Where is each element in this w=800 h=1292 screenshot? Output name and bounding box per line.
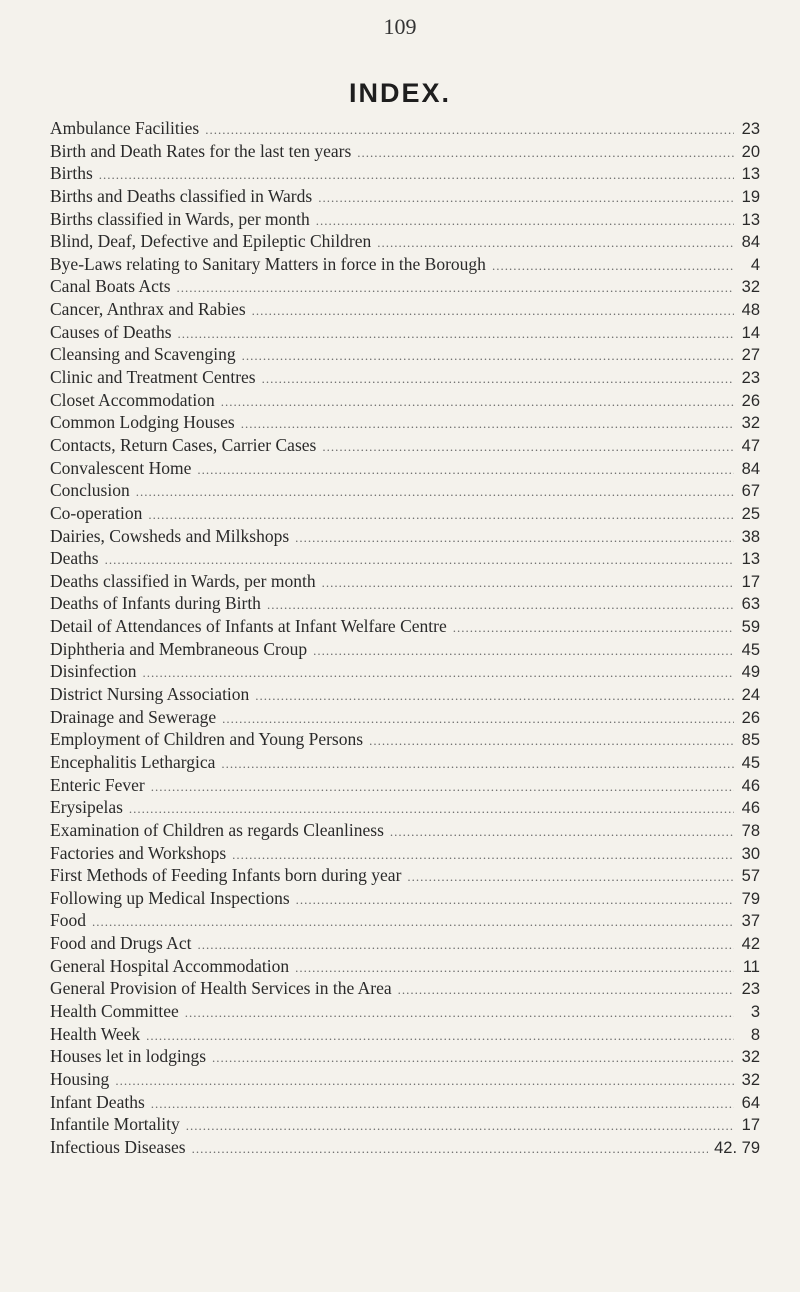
index-entry-page: 14 bbox=[741, 323, 760, 342]
dot-leader bbox=[115, 1070, 734, 1093]
index-entry bbox=[50, 547, 760, 570]
dot-leader bbox=[212, 1047, 734, 1070]
index-entry-label: Causes of Deaths bbox=[50, 321, 172, 342]
index-entry-page: 17 bbox=[741, 1116, 760, 1135]
index-entry bbox=[50, 1023, 760, 1046]
index-entry bbox=[50, 275, 760, 298]
index-entry bbox=[50, 389, 760, 412]
index-entry-page: 23 bbox=[741, 980, 760, 999]
index-entry-label: Infantile Mortality bbox=[50, 1114, 180, 1135]
dot-leader bbox=[295, 527, 734, 550]
index-entry-label: Infant Deaths bbox=[50, 1091, 145, 1112]
index-entry-label: Ambulance Facilities bbox=[50, 118, 200, 138]
index-entry-label: Contacts, Return Cases, Carrier Cases bbox=[50, 434, 317, 455]
index-entry bbox=[50, 411, 760, 434]
index-entry bbox=[50, 638, 760, 661]
index-entry-label: Encephalitis Lethargica bbox=[50, 751, 216, 772]
index-entry-page: 32 bbox=[741, 1070, 760, 1089]
index-entry-page: 84 bbox=[741, 459, 760, 478]
index-entry-page: 47 bbox=[741, 436, 760, 455]
index-entry bbox=[50, 253, 760, 276]
index-entry-label: Enteric Fever bbox=[50, 774, 145, 795]
index-entry-label: Convalescent Home bbox=[50, 457, 192, 478]
index-entry-label: Housing bbox=[50, 1068, 110, 1089]
index-entry bbox=[50, 592, 760, 615]
index-entry-label: General Hospital Accommodation bbox=[50, 955, 290, 976]
index-entry bbox=[50, 1113, 760, 1136]
dot-leader bbox=[177, 277, 734, 300]
index-entry bbox=[50, 728, 760, 751]
dot-leader bbox=[453, 617, 734, 640]
dot-leader bbox=[318, 187, 734, 210]
index-entry bbox=[50, 683, 760, 706]
index-entry bbox=[50, 1136, 760, 1159]
index-entry bbox=[50, 1091, 760, 1114]
index-entry bbox=[50, 615, 760, 638]
dot-leader bbox=[221, 391, 734, 414]
index-entry-page: 78 bbox=[741, 821, 760, 840]
index-entry-page: 24 bbox=[741, 686, 760, 705]
dot-leader bbox=[178, 323, 734, 346]
index-entry-page: 32 bbox=[741, 414, 760, 433]
dot-leader bbox=[232, 844, 734, 867]
index-entry-page: 13 bbox=[741, 165, 760, 184]
index-entry-page: 4 bbox=[750, 255, 760, 274]
index-entry-page: 19 bbox=[741, 187, 760, 206]
index-entry bbox=[50, 774, 760, 797]
index-entry bbox=[50, 479, 760, 502]
index-entry-page: 42 bbox=[741, 935, 760, 954]
index-entry-label: Deaths of Infants during Birth bbox=[50, 593, 261, 614]
index-entry bbox=[50, 525, 760, 548]
index-entry bbox=[50, 706, 760, 729]
index-entry-page: 48 bbox=[741, 301, 760, 320]
dot-leader bbox=[295, 957, 734, 980]
index-entry bbox=[50, 208, 760, 231]
dot-leader bbox=[369, 730, 734, 753]
dot-leader bbox=[186, 1115, 734, 1138]
index-entry-label: Deaths bbox=[50, 548, 99, 569]
index-entry bbox=[50, 434, 760, 457]
dot-leader bbox=[99, 164, 734, 187]
dot-leader bbox=[241, 413, 734, 436]
index-entry-page: 37 bbox=[741, 912, 760, 931]
index-entry-page: 67 bbox=[741, 482, 760, 501]
index-entry-label: Following up Medical Inspections bbox=[50, 887, 290, 908]
index-entry-label: Detail of Attendances of Infants at Infant Welfare Centre bbox=[50, 616, 447, 637]
index-entry-page: 27 bbox=[741, 346, 760, 365]
index-entry-label: Common Lodging Houses bbox=[50, 412, 235, 433]
index-entry-page: 46 bbox=[741, 776, 760, 795]
dot-leader bbox=[252, 300, 734, 323]
index-entry-label: Dairies, Cowsheds and Milkshops bbox=[50, 525, 290, 546]
dot-leader bbox=[136, 481, 734, 504]
index-entry-page: 25 bbox=[741, 504, 760, 523]
index-entry bbox=[50, 502, 760, 525]
dot-leader bbox=[316, 210, 734, 233]
index-entry-page: 57 bbox=[741, 867, 760, 886]
index-entry-label: Disinfection bbox=[50, 661, 137, 682]
index-entry-page: 84 bbox=[741, 233, 760, 252]
index-entry bbox=[50, 887, 760, 910]
index-entry-page: 3 bbox=[750, 1002, 760, 1021]
index-entry-label: General Provision of Health Services in the Area bbox=[50, 978, 392, 999]
dot-leader bbox=[221, 753, 734, 776]
index-entry-label: Infectious Diseases bbox=[50, 1136, 186, 1157]
index-list bbox=[50, 117, 760, 1158]
dot-leader bbox=[148, 504, 734, 527]
index-entry bbox=[50, 909, 760, 932]
index-entry-label: Food bbox=[50, 910, 86, 931]
index-entry-label: District Nursing Association bbox=[50, 684, 250, 705]
index-entry-label: Drainage and Sewerage bbox=[50, 706, 217, 727]
index-entry-label: Births bbox=[50, 163, 93, 184]
index-entry-page: 23 bbox=[741, 120, 760, 138]
index-entry bbox=[50, 1068, 760, 1091]
index-entry bbox=[50, 864, 760, 887]
index-entry-label: Conclusion bbox=[50, 480, 130, 501]
index-entry-page: 45 bbox=[741, 640, 760, 659]
index-entry bbox=[50, 842, 760, 865]
index-entry-page: 32 bbox=[741, 278, 760, 297]
index-entry-label: Clinic and Treatment Centres bbox=[50, 367, 256, 388]
index-entry-page: 46 bbox=[741, 799, 760, 818]
dot-leader bbox=[296, 889, 734, 912]
index-entry-label: Birth and Death Rates for the last ten years bbox=[50, 140, 352, 161]
index-entry-label: Bye-Laws relating to Sanitary Matters in force in the Borough bbox=[50, 253, 486, 274]
dot-leader bbox=[407, 866, 734, 889]
index-entry-label: Diphtheria and Membraneous Croup bbox=[50, 638, 308, 659]
index-entry bbox=[50, 932, 760, 955]
index-entry-label: Houses let in lodgings bbox=[50, 1046, 207, 1067]
dot-leader bbox=[322, 572, 734, 595]
index-entry-label: Co-operation bbox=[50, 502, 143, 523]
index-entry-label: Cleansing and Scavenging bbox=[50, 344, 236, 365]
dot-leader bbox=[222, 708, 734, 731]
index-entry bbox=[50, 955, 760, 978]
index-entry-page: 17 bbox=[741, 572, 760, 591]
index-entry bbox=[50, 751, 760, 774]
index-entry-page: 64 bbox=[741, 1093, 760, 1112]
dot-leader bbox=[143, 662, 734, 685]
index-entry bbox=[50, 660, 760, 683]
dot-leader bbox=[151, 776, 734, 799]
index-entry-label: Employment of Children and Young Persons bbox=[50, 729, 364, 750]
index-entry bbox=[50, 343, 760, 366]
index-entry bbox=[50, 230, 760, 253]
dot-leader bbox=[390, 821, 734, 844]
dot-leader bbox=[151, 1093, 734, 1116]
index-entry bbox=[50, 298, 760, 321]
index-entry bbox=[50, 457, 760, 480]
index-entry-label: Health Week bbox=[50, 1023, 141, 1044]
dot-leader bbox=[242, 345, 734, 368]
index-entry bbox=[50, 977, 760, 1000]
index-entry-page: 23 bbox=[741, 369, 760, 388]
dot-leader bbox=[197, 459, 734, 482]
index-entry-page: 20 bbox=[741, 142, 760, 161]
index-entry bbox=[50, 1000, 760, 1023]
index-entry-page: 26 bbox=[741, 708, 760, 727]
index-entry-page: 49 bbox=[741, 663, 760, 682]
index-entry-label: Canal Boats Acts bbox=[50, 276, 171, 297]
index-entry bbox=[50, 140, 760, 163]
dot-leader bbox=[197, 934, 734, 957]
dot-leader bbox=[267, 594, 734, 617]
index-entry-label: First Methods of Feeding Infants born during year bbox=[50, 865, 402, 886]
dot-leader bbox=[146, 1025, 734, 1048]
dot-leader bbox=[492, 255, 734, 278]
page-title: INDEX. bbox=[348, 78, 452, 108]
dot-leader bbox=[313, 640, 734, 663]
index-entry bbox=[50, 819, 760, 842]
dot-leader bbox=[377, 232, 734, 255]
dot-leader bbox=[92, 911, 734, 934]
dot-leader bbox=[105, 549, 734, 572]
index-entry-label: Health Committee bbox=[50, 1000, 179, 1021]
index-entry-page: 85 bbox=[741, 731, 760, 750]
index-entry-page: 59 bbox=[741, 618, 760, 637]
page-number: 109 bbox=[383, 14, 417, 39]
index-entry-page: 13 bbox=[741, 550, 760, 569]
index-entry-label: Blind, Deaf, Defective and Epileptic Children bbox=[50, 231, 372, 252]
dot-leader bbox=[192, 1138, 709, 1161]
index-entry-label: Erysipelas bbox=[50, 797, 123, 818]
dot-leader bbox=[398, 979, 734, 1002]
index-entry bbox=[50, 796, 760, 819]
index-entry-page: 42. 79 bbox=[714, 1138, 760, 1157]
index-entry-label: Deaths classified in Wards, per month bbox=[50, 570, 316, 591]
dot-leader bbox=[185, 1002, 734, 1025]
dot-leader bbox=[129, 798, 734, 821]
dot-leader bbox=[262, 368, 734, 391]
index-entry bbox=[50, 321, 760, 344]
index-entry-page: 32 bbox=[741, 1048, 760, 1067]
dot-leader bbox=[205, 119, 734, 142]
index-entry-page: 45 bbox=[741, 753, 760, 772]
index-entry-page: 30 bbox=[741, 844, 760, 863]
index-entry-label: Closet Accommodation bbox=[50, 389, 215, 410]
index-entry-label: Food and Drugs Act bbox=[50, 933, 192, 954]
index-entry bbox=[50, 1045, 760, 1068]
index-entry-page: 8 bbox=[750, 1025, 760, 1044]
dot-leader bbox=[357, 142, 734, 165]
index-entry-page: 79 bbox=[741, 889, 760, 908]
index-entry bbox=[50, 162, 760, 185]
dot-leader bbox=[322, 436, 734, 459]
index-entry-page: 38 bbox=[741, 527, 760, 546]
index-entry-page: 63 bbox=[741, 595, 760, 614]
dot-leader bbox=[255, 685, 734, 708]
index-entry bbox=[50, 366, 760, 389]
index-entry-label: Births and Deaths classified in Wards bbox=[50, 185, 313, 206]
index-entry bbox=[50, 117, 760, 140]
index-entry-page: 26 bbox=[741, 391, 760, 410]
index-entry-label: Births classified in Wards, per month bbox=[50, 208, 310, 229]
index-entry bbox=[50, 185, 760, 208]
index-entry-label: Factories and Workshops bbox=[50, 842, 227, 863]
index-entry-label: Cancer, Anthrax and Rabies bbox=[50, 299, 246, 320]
index-entry-page: 13 bbox=[741, 210, 760, 229]
index-entry-label: Examination of Children as regards Cleanliness bbox=[50, 819, 384, 840]
index-entry-page: 11 bbox=[742, 957, 760, 976]
index-entry bbox=[50, 570, 760, 593]
